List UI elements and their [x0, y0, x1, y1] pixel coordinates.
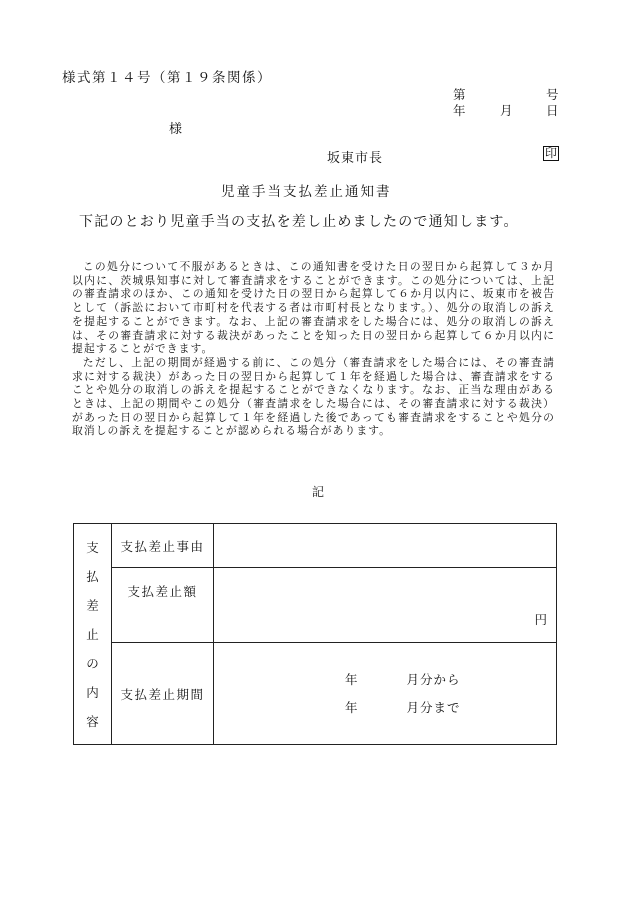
lead-sentence: 下記のとおり児童手当の支払を差し止めましたので通知します。: [79, 214, 519, 230]
ki-heading: 記: [312, 485, 325, 499]
notice-paragraph-2: ただし、上記の期間が経過する前に、この処分（審査請求をした場合には、その審査請求に対する裁決）があった日の翌日から起算して１年を経過した場合は、審査請求をすることや処分の取消しの訴えを提起することができなくなります。なお、正当な理由があるときは、上記の期間やこの処分（審査請求をした場合には、その審査請求に対する裁決）があった日の翌日から起算して１年を経過した後であっても審査請求をすることや処分の取消しの訴えを提起することが認められる場合があります。: [72, 355, 555, 438]
year-label: 年: [453, 103, 466, 118]
addressee-suffix: 様: [169, 122, 183, 137]
period-from: 年 月分から: [345, 672, 461, 687]
period-to: 年 月分まで: [345, 700, 461, 715]
day-label: 日: [546, 103, 559, 118]
notice-paragraph-1: この処分について不服があるときは、この通知書を受けた日の翌日から起算して３か月以内に、茨城県知事に対して審査請求をすることができます。この処分については、上記の審査請求のほか、この通知を受けた日の翌日から起算して６か月以内に、坂東市を被告として（訴訟において市町村を代表する者は市町村長となります。）、処分の取消しの訴えを提起することができます。なお、上記の審査請求をした場合には、処分の取消しの訴えは、その審査請求に対する裁決があったことを知った日の翌日から起算して６か月以内に提起することができます。: [72, 260, 555, 356]
amount-unit: 円: [534, 612, 547, 627]
issuer-name: 坂東市長: [327, 151, 384, 166]
form-number: 様式第１４号（第１９条関係）: [62, 70, 272, 86]
month-label: 月: [500, 103, 513, 118]
group-label: 支 払 差 止 の 内 容: [74, 524, 112, 745]
reason-label: 支払差止事由: [112, 524, 214, 568]
reason-value[interactable]: [214, 524, 557, 568]
period-value[interactable]: [214, 643, 557, 745]
number-suffix: 号: [546, 87, 559, 102]
document-title: 児童手当支払差止通知書: [221, 184, 392, 200]
seal-mark: 印: [545, 146, 558, 160]
period-label: 支払差止期間: [112, 643, 214, 745]
suspension-details-table: [73, 523, 557, 745]
appeal-notice: [72, 260, 555, 438]
amount-value[interactable]: [214, 568, 557, 643]
amount-label: 支払差止額: [112, 568, 214, 643]
number-prefix: 第: [453, 87, 466, 102]
